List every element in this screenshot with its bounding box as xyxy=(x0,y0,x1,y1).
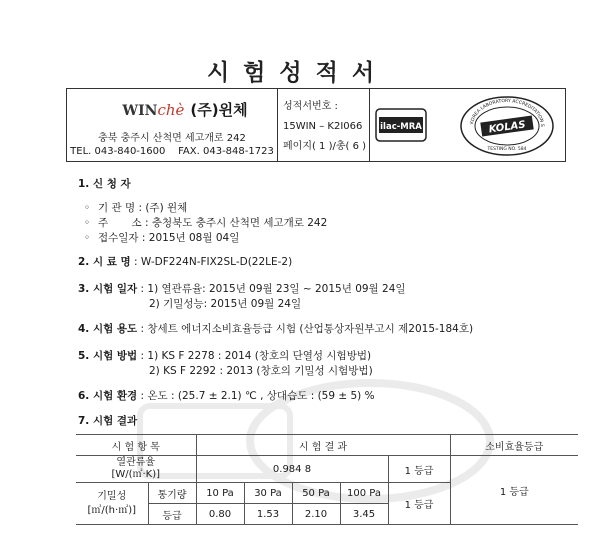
kolas-logo-text: KOLAS xyxy=(488,119,527,136)
header-divider xyxy=(277,89,278,161)
value-100: 3.45 xyxy=(340,504,388,525)
section-purpose: 4. 시험 용도 : 창세트 에너지소비효율등급 시험 (산업통상자원부고시 제2015-184호) xyxy=(78,323,474,335)
certificate-info xyxy=(283,97,366,157)
value-30: 1.53 xyxy=(244,504,292,525)
cert-number-label: 성적서번호 : xyxy=(283,101,338,112)
results-table xyxy=(76,434,578,525)
brand-korean: (주)윈체 xyxy=(190,101,248,119)
pressure-50: 50 Pa xyxy=(292,483,340,504)
pressure-30: 30 Pa xyxy=(244,483,292,504)
cert-number: 15WIN – K2I066 xyxy=(283,121,363,132)
col-grade-header: 소비효율등급 xyxy=(450,435,578,456)
value-50: 2.10 xyxy=(292,504,340,525)
pressure-100: 100 Pa xyxy=(340,483,388,504)
kolas-testing-no: TESTING NO. 584 xyxy=(487,147,527,152)
table-row xyxy=(76,435,578,456)
company-brand xyxy=(99,99,271,120)
method-line2: 2) KS F 2292 : 2013 (창호의 기밀성 시험방법) xyxy=(149,365,373,377)
section-environment: 6. 시험 환경 : 온도 : (25.7 ± 2.1) ℃ , 상대습도 : (59 ± 5) % xyxy=(78,390,375,402)
section-results-heading: 7. 시험 결과 xyxy=(78,415,138,427)
pressure-10: 10 Pa xyxy=(196,483,244,504)
section-method: 5. 시험 방법 : 1) KS F 2278 : 2014 (창호의 단열성 시험방법) xyxy=(78,350,372,362)
company-contact xyxy=(67,146,277,157)
issuer-header xyxy=(66,88,566,162)
brand-che: chè xyxy=(157,101,185,119)
col-item-header: 시 험 항 목 xyxy=(76,435,196,456)
applicant-address: ◦ 주 소 : 충청북도 충주시 산척면 세고개로 242 xyxy=(84,217,328,229)
section-applicant-heading: 1. 신 청 자 xyxy=(78,178,131,190)
company-fax: FAX. 043-848-1723 xyxy=(178,146,274,157)
kolas-ring-text: KOREA LABORATORY ACCREDITATION S xyxy=(470,98,545,127)
airflow-sublabel: 통기량 xyxy=(148,483,196,504)
u-grade: 1 등급 xyxy=(388,456,450,483)
airtightness-label: 기밀성 [㎥/(h·㎡)] xyxy=(76,483,148,525)
ilac-logo-text: ilac-MRA xyxy=(380,122,422,132)
company-tel: TEL. 043-840-1600 xyxy=(70,146,166,157)
brand-win: WIN xyxy=(122,103,158,119)
section-test-date: 3. 시험 일자 : 1) 열관류율: 2015년 09월 23일 ~ 2015년 09월 24일 xyxy=(78,283,406,295)
section-sample: 2. 시 료 명 : W-DF224N-FIX2SL-D(22LE-2) xyxy=(78,256,293,268)
u-value-label: 열관류율 [W/(㎡·K)] xyxy=(76,456,196,483)
air-grade: 1 등급 xyxy=(388,483,450,525)
page-info: 페이지( 1 )/총( 6 ) xyxy=(283,141,367,152)
u-value: 0.984 8 xyxy=(196,456,388,483)
kolas-logo-icon xyxy=(459,95,555,157)
applicant-org: ◦ 기 관 명 : (주) 윈체 xyxy=(84,202,188,214)
company-address: 충북 충주시 산척면 세고개로 242 xyxy=(98,133,246,144)
table-row xyxy=(76,456,578,483)
applicant-date: ◦ 접수일자 : 2015년 08월 04일 xyxy=(84,232,240,244)
overall-grade: 1 등급 xyxy=(450,456,578,525)
grade-sublabel: 등급 xyxy=(148,504,196,525)
header-divider xyxy=(369,89,370,161)
ilac-mra-logo-icon xyxy=(375,103,427,147)
document-title: 시험성적서 xyxy=(206,60,389,86)
value-10: 0.80 xyxy=(196,504,244,525)
test-date-line2: 2) 기밀성능: 2015년 09월 24일 xyxy=(149,298,302,310)
col-result-header: 시 험 결 과 xyxy=(196,435,450,456)
